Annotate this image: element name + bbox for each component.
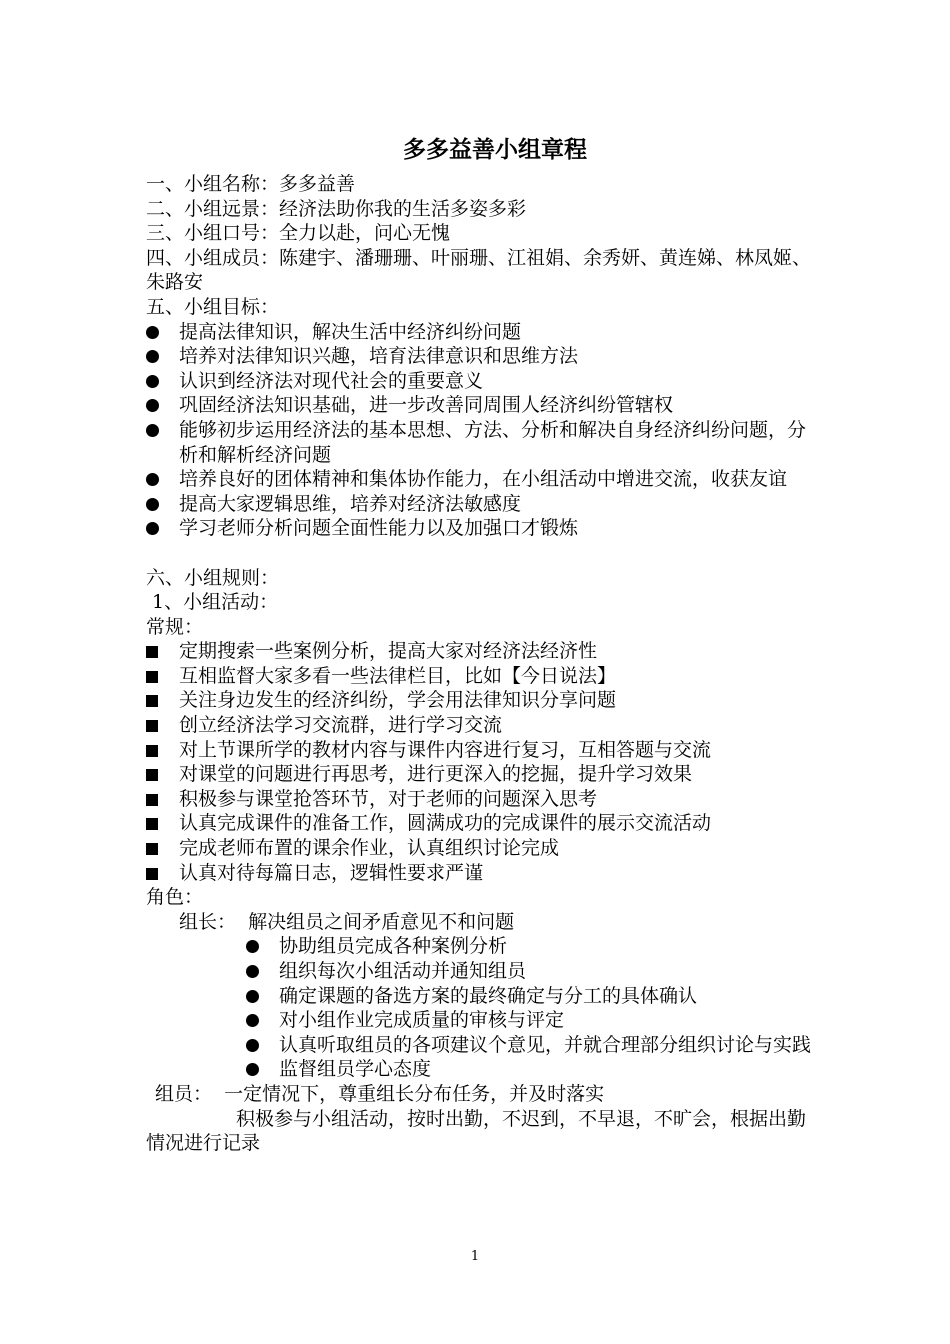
bullet-dot-icon bbox=[146, 393, 172, 418]
bullet-dot-icon bbox=[146, 467, 172, 492]
list-item: 认真对待每篇日志，逻辑性要求严谨 bbox=[146, 861, 811, 886]
list-item: 对小组作业完成质量的审核与评定 bbox=[246, 1008, 811, 1033]
member-role: 组员： 一定情况下，尊重组长分布任务，并及时落实 bbox=[155, 1082, 605, 1105]
bullet-dot-icon bbox=[246, 1033, 272, 1058]
bullet-dot-icon bbox=[146, 418, 172, 443]
routine-label: 常规： bbox=[146, 615, 204, 638]
routines-list bbox=[146, 639, 811, 885]
bullet-square-icon bbox=[146, 861, 172, 886]
bullet-square-icon bbox=[146, 664, 172, 689]
bullet-square-icon bbox=[146, 787, 172, 812]
bullet-dot-icon bbox=[246, 959, 272, 984]
list-item: 提高法律知识，解决生活中经济纠纷问题 bbox=[146, 320, 811, 345]
list-item: 认真听取组员的各项建议个意见，并就合理部分组织讨论与实践 bbox=[246, 1033, 811, 1058]
spacer bbox=[146, 541, 811, 566]
bullet-square-icon bbox=[146, 811, 172, 836]
section-group-rules: 六、小组规则： bbox=[146, 566, 280, 589]
list-item: 积极参与课堂抢答环节，对于老师的问题深入思考 bbox=[146, 787, 811, 812]
bullet-square-icon bbox=[146, 639, 172, 664]
list-item: 认真完成课件的准备工作，圆满成功的完成课件的展示交流活动 bbox=[146, 811, 811, 836]
subsection-activities: 1、小组活动： bbox=[146, 591, 279, 614]
list-item: 确定课题的备选方案的最终确定与分工的具体确认 bbox=[246, 984, 811, 1009]
list-item: 对上节课所学的教材内容与课件内容进行复习，互相答题与交流 bbox=[146, 738, 811, 763]
list-item: 完成老师布置的课余作业，认真组织讨论完成 bbox=[146, 836, 811, 861]
bullet-dot-icon bbox=[146, 320, 172, 345]
document-title: 多多益善小组章程 bbox=[403, 136, 587, 163]
member-role-detail: 积极参与小组活动，按时出勤，不迟到，不早退，不旷会，根据出勤情况进行记录 bbox=[146, 1107, 807, 1155]
page-number: 1 bbox=[470, 1249, 480, 1264]
bullet-square-icon bbox=[146, 762, 172, 787]
bullet-dot-icon bbox=[146, 516, 172, 541]
list-item: 培养对法律知识兴趣，培育法律意识和思维方法 bbox=[146, 344, 811, 369]
list-item: 提高大家逻辑思维，培养对经济法敏感度 bbox=[146, 492, 811, 517]
list-item: 学习老师分析问题全面性能力以及加强口才锻炼 bbox=[146, 516, 811, 541]
list-item: 互相监督大家多看一些法律栏目，比如【今日说法】 bbox=[146, 664, 811, 689]
goals-list bbox=[146, 320, 811, 541]
section-group-name: 一、小组名称：多多益善 bbox=[146, 173, 356, 195]
list-item: 监督组员学心态度 bbox=[246, 1057, 811, 1082]
bullet-dot-icon bbox=[246, 934, 272, 959]
bullet-square-icon bbox=[146, 836, 172, 861]
document-body bbox=[146, 172, 811, 1156]
list-item: 巩固经济法知识基础，进一步改善同周围人经济纠纷管辖权 bbox=[146, 393, 811, 418]
leader-role: 组长： 解决组员之间矛盾意见不和问题 bbox=[179, 910, 515, 933]
section-group-members: 四、小组成员：陈建宇、潘珊珊、叶丽珊、江祖娟、余秀妍、黄连娣、林凤姬、朱路安 bbox=[146, 246, 812, 294]
list-item: 定期搜索一些案例分析，提高大家对经济法经济性 bbox=[146, 639, 811, 664]
list-item: 培养良好的团体精神和集体协作能力，在小组活动中增进交流，收获友谊 bbox=[146, 467, 811, 492]
list-item: 组织每次小组活动并通知组员 bbox=[246, 959, 811, 984]
list-item: 创立经济法学习交流群，进行学习交流 bbox=[146, 713, 811, 738]
list-item: 能够初步运用经济法的基本思想、方法、分析和解决自身经济纠纷问题，分析和解析经济问题 bbox=[146, 418, 811, 467]
list-item: 关注身边发生的经济纠纷，学会用法律知识分享问题 bbox=[146, 688, 811, 713]
bullet-square-icon bbox=[146, 688, 172, 713]
bullet-dot-icon bbox=[246, 1008, 272, 1033]
section-group-vision: 二、小组远景：经济法助你我的生活多姿多彩 bbox=[146, 197, 527, 220]
bullet-square-icon bbox=[146, 738, 172, 763]
bullet-dot-icon bbox=[246, 984, 272, 1009]
leader-duties-list bbox=[146, 934, 811, 1082]
bullet-dot-icon bbox=[146, 344, 172, 369]
bullet-dot-icon bbox=[146, 369, 172, 394]
bullet-square-icon bbox=[146, 713, 172, 738]
section-group-slogan: 三、小组口号：全力以赴，问心无愧 bbox=[146, 222, 451, 245]
list-item: 认识到经济法对现代社会的重要意义 bbox=[146, 369, 811, 394]
roles-label: 角色： bbox=[146, 886, 204, 909]
bullet-dot-icon bbox=[246, 1057, 272, 1082]
bullet-dot-icon bbox=[146, 492, 172, 517]
section-group-goals: 五、小组目标： bbox=[146, 295, 280, 318]
list-item: 协助组员完成各种案例分析 bbox=[246, 934, 811, 959]
list-item: 对课堂的问题进行再思考，进行更深入的挖掘，提升学习效果 bbox=[146, 762, 811, 787]
